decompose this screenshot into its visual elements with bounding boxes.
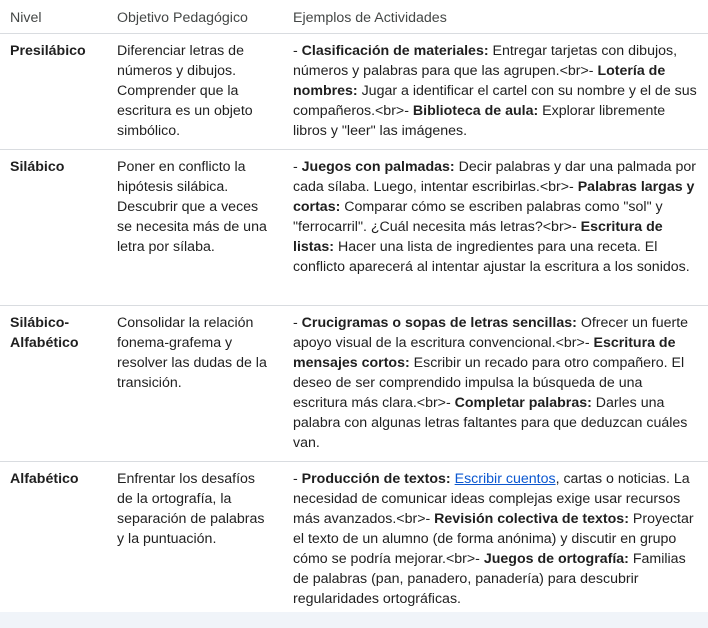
activity-item: - Juegos con palmadas: Decir palabras y dar una palmada por cada sílaba. Luego, intentar escribirlas.<br> <box>293 159 696 195</box>
activity-item: - Lotería de nombres: Jugar a identificar el cartel con su nombre y el de sus compañeros.<br> <box>293 63 697 119</box>
column-header-nivel: Nivel <box>10 10 42 26</box>
column-header-ejemplos: Ejemplos de Actividades <box>293 10 447 26</box>
activity-item: - Revisión colectiva de textos: Proyectar el texto de un alumno (de forma anónima) y discutir en grupo cómo se podría mejorar.<br> <box>293 511 694 567</box>
activity-item: - Escritura de listas: Hacer una lista de ingredientes para una receta. El conflicto aparecerá al intentar ajustar la escritura a los sonidos. <box>293 219 690 275</box>
level-cell: Presilábico <box>10 43 86 59</box>
objective-cell: Diferenciar letras de números y dibujos. Comprender que la escritura es un objeto simbólico. <box>117 43 253 139</box>
row-divider <box>0 305 708 306</box>
activity-item: - Crucigramas o sopas de letras sencillas: Ofrecer un fuerte apoyo visual de la escritura convencional.<br> <box>293 315 689 351</box>
bottom-strip <box>0 612 708 628</box>
activity-item: - Biblioteca de aula: Explorar libremente libros y "leer" las imágenes. <box>293 103 666 139</box>
activity-item: - Clasificación de materiales: Entregar tarjetas con dibujos, números y palabras para que las agrupen.<br> <box>293 43 678 79</box>
activity-item: - Completar palabras: Darles una palabra con algunas letras faltantes para que deduzcan cuáles van. <box>293 395 688 451</box>
activities-cell <box>293 41 698 141</box>
row-divider <box>0 461 708 462</box>
objective-cell: Poner en conflicto la hipótesis silábica. Descubrir que a veces se necesita más de una letra por sílaba. <box>117 159 267 255</box>
row-divider <box>0 149 708 150</box>
level-cell: Alfabético <box>10 471 79 487</box>
activity-item: - Juegos de ortografía: Familias de palabras (pan, panadero, panadería) para descubrir regularidades ortográficas. <box>293 551 686 607</box>
activity-item: - Escritura de mensajes cortos: Escribir un recado para otro compañero. El deseo de ser comprendido impulsa la búsqueda de una escritura más clara.<br> <box>293 335 685 411</box>
activity-item: - Producción de textos: Escribir cuentos, cartas o noticias. La necesidad de comunicar ideas complejas exige usar recursos más avanzados.<br> <box>293 471 690 527</box>
escribir-cuentos-link[interactable]: Escribir cuentos <box>454 471 556 487</box>
objective-cell: Consolidar la relación fonema-grafema y resolver las dudas de la transición. <box>117 315 267 391</box>
activity-item: - Palabras largas y cortas: Comparar cómo se escriben palabras como "sol" y "ferrocarril". ¿Cuál necesita más letras?<br> <box>293 179 695 235</box>
level-cell: Silábico <box>10 159 65 175</box>
activities-cell <box>293 313 698 453</box>
column-header-objetivo: Objetivo Pedagógico <box>117 10 248 26</box>
activities-cell <box>293 157 698 277</box>
activities-cell <box>293 469 698 609</box>
level-cell: Silábico-Alfabético <box>10 315 79 351</box>
objective-cell: Enfrentar los desafíos de la ortografía, la separación de palabras y la puntuación. <box>117 471 265 547</box>
row-divider <box>0 33 708 34</box>
